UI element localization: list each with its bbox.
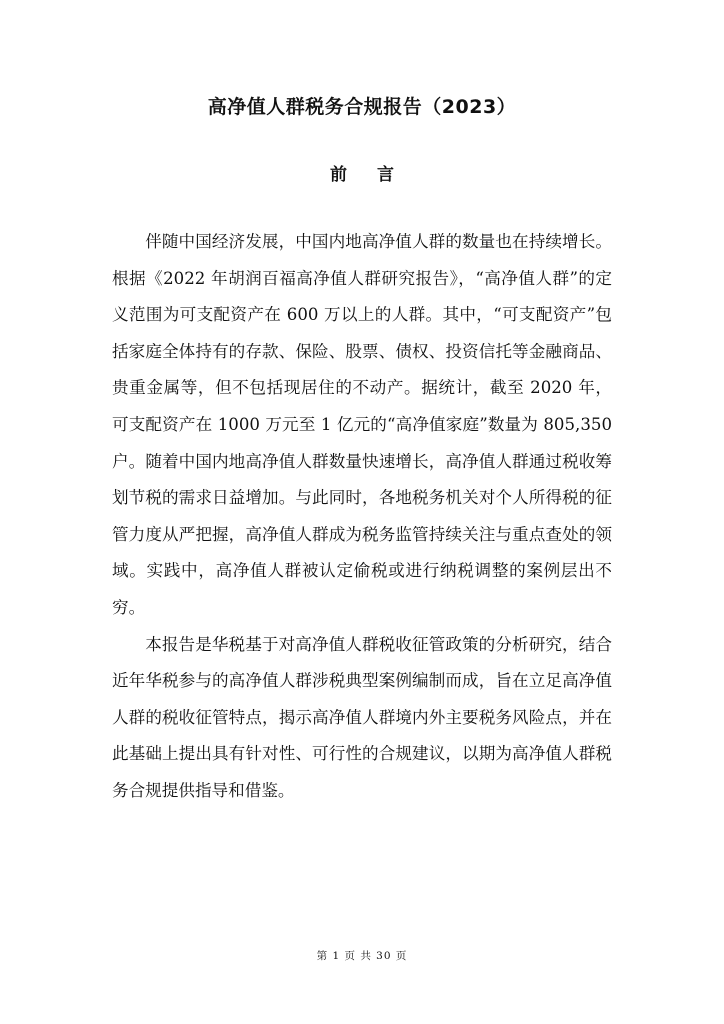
section-heading-preface: 前言 (330, 165, 424, 185)
document-title: 高净值人群税务合规报告（2023） (207, 96, 517, 118)
document-body (112, 224, 612, 810)
paragraph-1: 伴随中国经济发展，中国内地高净值人群的数量也在持续增长。根据《2022 年胡润百福高净值人群研究报告》，“高净值人群”的定义范围为可支配资产在 600 万以上的人群。其中，“可支配资产”包括家庭全体持有的存款、保险、股票、债权、投资信托等金融商品、贵重金属等，但不包括现居住的不动产。据统计，截至 2020 年，可支配资产在 1000 万元至 1 亿元的“高净值家庭”数量为 805,350 户。随着中国内地高净值人群数量快速增长，高净值人群通过税收筹划节税的需求日益增加。与此同时，各地税务机关对个人所得税的征管力度从严把握，高净值人群成为税务监管持续关注与重点查处的领域。实践中，高净值人群被认定偷税或进行纳税调整的案例层出不穷。 (112, 232, 612, 617)
page-footer: 第 1 页 共 30 页 (316, 950, 408, 962)
paragraph-2: 本报告是华税基于对高净值人群税收征管政策的分析研究，结合近年华税参与的高净值人群涉税典型案例编制而成，旨在立足高净值人群的税收征管特点，揭示高净值人群境内外主要税务风险点，并在此基础上提出具有针对性、可行性的合规建议，以期为高净值人群税务合规提供指导和借鉴。 (112, 634, 612, 800)
